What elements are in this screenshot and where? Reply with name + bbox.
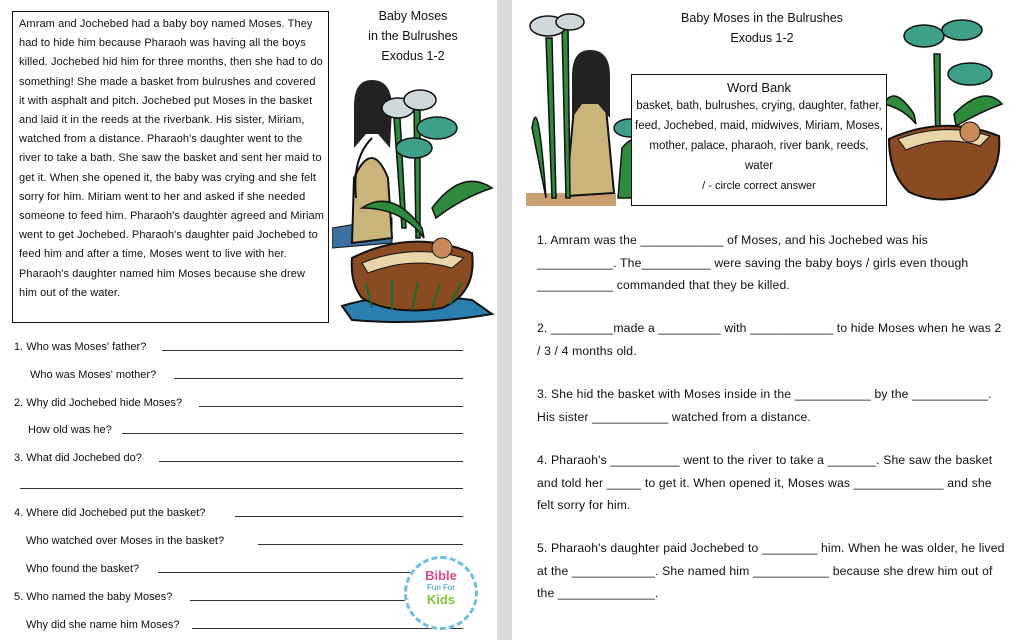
worksheet-page-left	[0, 0, 497, 640]
left-q2b: How old was he?	[28, 424, 112, 436]
word-bank	[631, 74, 887, 206]
question-text: 3. She hid the basket with Moses inside in the ___________ by the ___________. His sister ___________ watched from a distance.	[537, 387, 992, 424]
word-bank-words: basket, bath, bulrushes, crying, daughter, father, feed, Jochebed, maid, midwives, Miriam, Moses, mother, palace, pharaoh, river bank, reeds, water	[635, 100, 883, 172]
question-text: 2. _________made a _________ with ____________ to hide Moses when he was 2 / 3 / 4 months old.	[537, 321, 1002, 358]
left-title-line2: in the Bulrushes	[368, 29, 458, 43]
question-text: 4. Pharaoh's __________ went to the river to take a _______. She saw the basket and told her _____ to get it. When opened it, Moses was _____________ and she felt sorry for him.	[537, 453, 993, 512]
answer-line[interactable]	[199, 406, 463, 407]
right-title-line2: Exodus 1-2	[730, 31, 794, 45]
left-q2: 2. Why did Jochebed hide Moses?	[14, 397, 183, 409]
answer-line[interactable]	[235, 516, 463, 517]
right-title-line1: Baby Moses in the Bulrushes	[681, 11, 843, 25]
left-q1b: Who was Moses' mother?	[30, 369, 157, 381]
answer-line[interactable]	[122, 433, 463, 434]
left-q5: 5. Who named the baby Moses?	[14, 591, 173, 603]
question-text: 1. Amram was the ____________ of Moses, and his Jochebed was his ___________. The__________ were saving the baby boys / girls even though ___________ commanded that they be killed.	[537, 233, 969, 292]
bible-fun-for-kids-logo	[404, 556, 478, 630]
moses-basket-illustration	[332, 68, 497, 328]
story-text: Amram and Jochebed had a baby boy named Moses. They had to hide him because Pharaoh was having all the boys killed. Jochebed hid him for three months, then she had to do something! She made a basket from bulrushes and covered it with asphalt and pitch. Jochebed put Moses in the basket and laid it in the reeds at the riverbank. His sister, Miriam, watched from a distance. Pharaoh's daughter went to the river to take a bath. She saw the basket and sent her maid to get it. When she opened it, the baby was crying and she felt sorry for him. Miriam went to her and asked if she needed someone to feed him. Pharaoh's daughter agreed and Miriam went to get Jochebed. Pharaoh's daughter paid Jochebed to feed him and after a time, Moses went to live with her. Pharaoh's daughter named him Moses because she drew him out of the water.	[19, 18, 324, 299]
logo-line3: Kids	[426, 592, 456, 607]
right-question-4[interactable]	[537, 449, 1007, 517]
right-question-5[interactable]	[537, 537, 1007, 605]
answer-line[interactable]	[174, 378, 463, 379]
answer-line[interactable]	[192, 628, 463, 629]
story-box	[12, 11, 329, 323]
answer-line[interactable]	[20, 488, 463, 489]
answer-line[interactable]	[190, 600, 410, 601]
right-question-3[interactable]	[537, 383, 1007, 428]
logo-line1: Bible	[425, 568, 457, 583]
right-title	[652, 8, 872, 48]
basket-illustration	[884, 14, 1004, 209]
answer-line[interactable]	[158, 572, 410, 573]
logo-line2: Fun For	[426, 583, 455, 592]
left-q4c: Who found the basket?	[26, 563, 140, 575]
worksheet-page-right	[512, 0, 1015, 640]
right-question-2[interactable]	[537, 317, 1007, 362]
left-title-line3: Exodus 1-2	[381, 49, 445, 63]
left-q4b: Who watched over Moses in the basket?	[26, 535, 225, 547]
left-q4: 4. Where did Jochebed put the basket?	[14, 507, 206, 519]
left-q3: 3. What did Jochebed do?	[14, 452, 142, 464]
left-q1: 1. Who was Moses' father?	[14, 341, 147, 353]
left-q5b: Why did she name him Moses?	[26, 619, 180, 631]
word-bank-instruction: / - circle correct answer	[702, 180, 816, 192]
answer-line[interactable]	[162, 350, 463, 351]
right-question-1[interactable]	[537, 229, 1007, 297]
answer-line[interactable]	[159, 461, 463, 462]
left-title	[338, 6, 488, 66]
question-text: 5. Pharaoh's daughter paid Jochebed to ________ him. When he was older, he lived at the ____________. She named him ___________ because she drew him out of the ______________.	[537, 541, 1005, 600]
left-title-line1: Baby Moses	[378, 9, 448, 23]
answer-line[interactable]	[258, 544, 463, 545]
word-bank-title: Word Bank	[726, 80, 792, 95]
